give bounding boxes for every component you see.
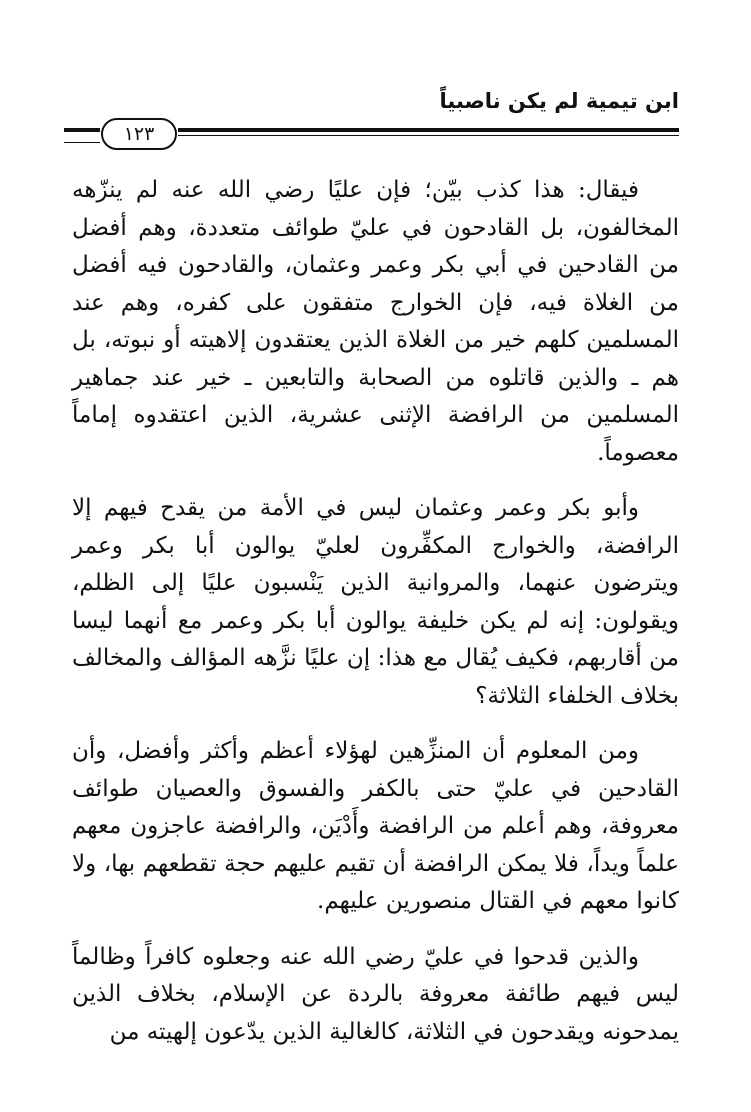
paragraph-4: والذين قدحوا في عليّ رضي الله عنه وجعلوه كافراً وظالماً ليس فيهم طائفة معروفة بالردة عن الإسلام، بخلاف الذين يمدحونه ويقدحون في الثلاثة، كالغالية الذين يدّعون إلهيته من [72, 943, 679, 1045]
paragraph-2: وأبو بكر وعمر وعثمان ليس في الأمة من يقدح فيهم إلا الرافضة، والخوارج المكفِّرون لعليّ يوالون أبا بكر وعمر ويترضون عنهما، والمروانية الذين يَنْسبون عليًا إلى الظلم، ويقولون: إنه لم يكن خليفة يوالون أبا بكر وعمر مع أنهما ليسا من أقاربهم، فكيف يُقال مع هذا: إن عليًا نزَّهه المؤالف والمخالف بخلاف الخلفاء الثلاثة؟ [72, 495, 679, 709]
running-title: ابن تيمية لم يكن ناصبياً [439, 89, 679, 113]
page-number: ١٢٣ [101, 118, 177, 150]
body-text [72, 172, 679, 1069]
paragraph-3: ومن المعلوم أن المنزِّهين لهؤلاء أعظم وأكثر وأفضل، وأن القادحين في عليّ حتى بالكفر والفسوق والعصيان طوائف معروفة، وهم أعلم من الرافضة وأَدْيَن، والرافضة عاجزون معهم علماً ويداً، فلا يمكن الرافضة أن تقيم عليهم حجة تقطعهم بها، ولا كانوا معهم في القتال منصورين عليهم. [72, 738, 679, 914]
header-rule-left [64, 128, 100, 143]
paragraph-1: فيقال: هذا كذب بيّن؛ فإن عليًا رضي الله عنه لم ينزّهه المخالفون، بل القادحون في عليّ طوائف متعددة، وهم أفضل من القادحين في أبي بكر وعمر وعثمان، والقادحون فيه أفضل من الغلاة فيه، فإن الخوارج متفقون على كفره، وهم عند المسلمين كلهم خير من الغلاة الذين يعتقدون إلاهيته أو نبوته، بل هم ـ والذين قاتلوه من الصحابة والتابعين ـ خير عند جماهير المسلمين من الرافضة الإثنى عشرية، الذين اعتقدوه إماماً معصوماً. [72, 177, 679, 466]
header-rule [178, 128, 679, 136]
